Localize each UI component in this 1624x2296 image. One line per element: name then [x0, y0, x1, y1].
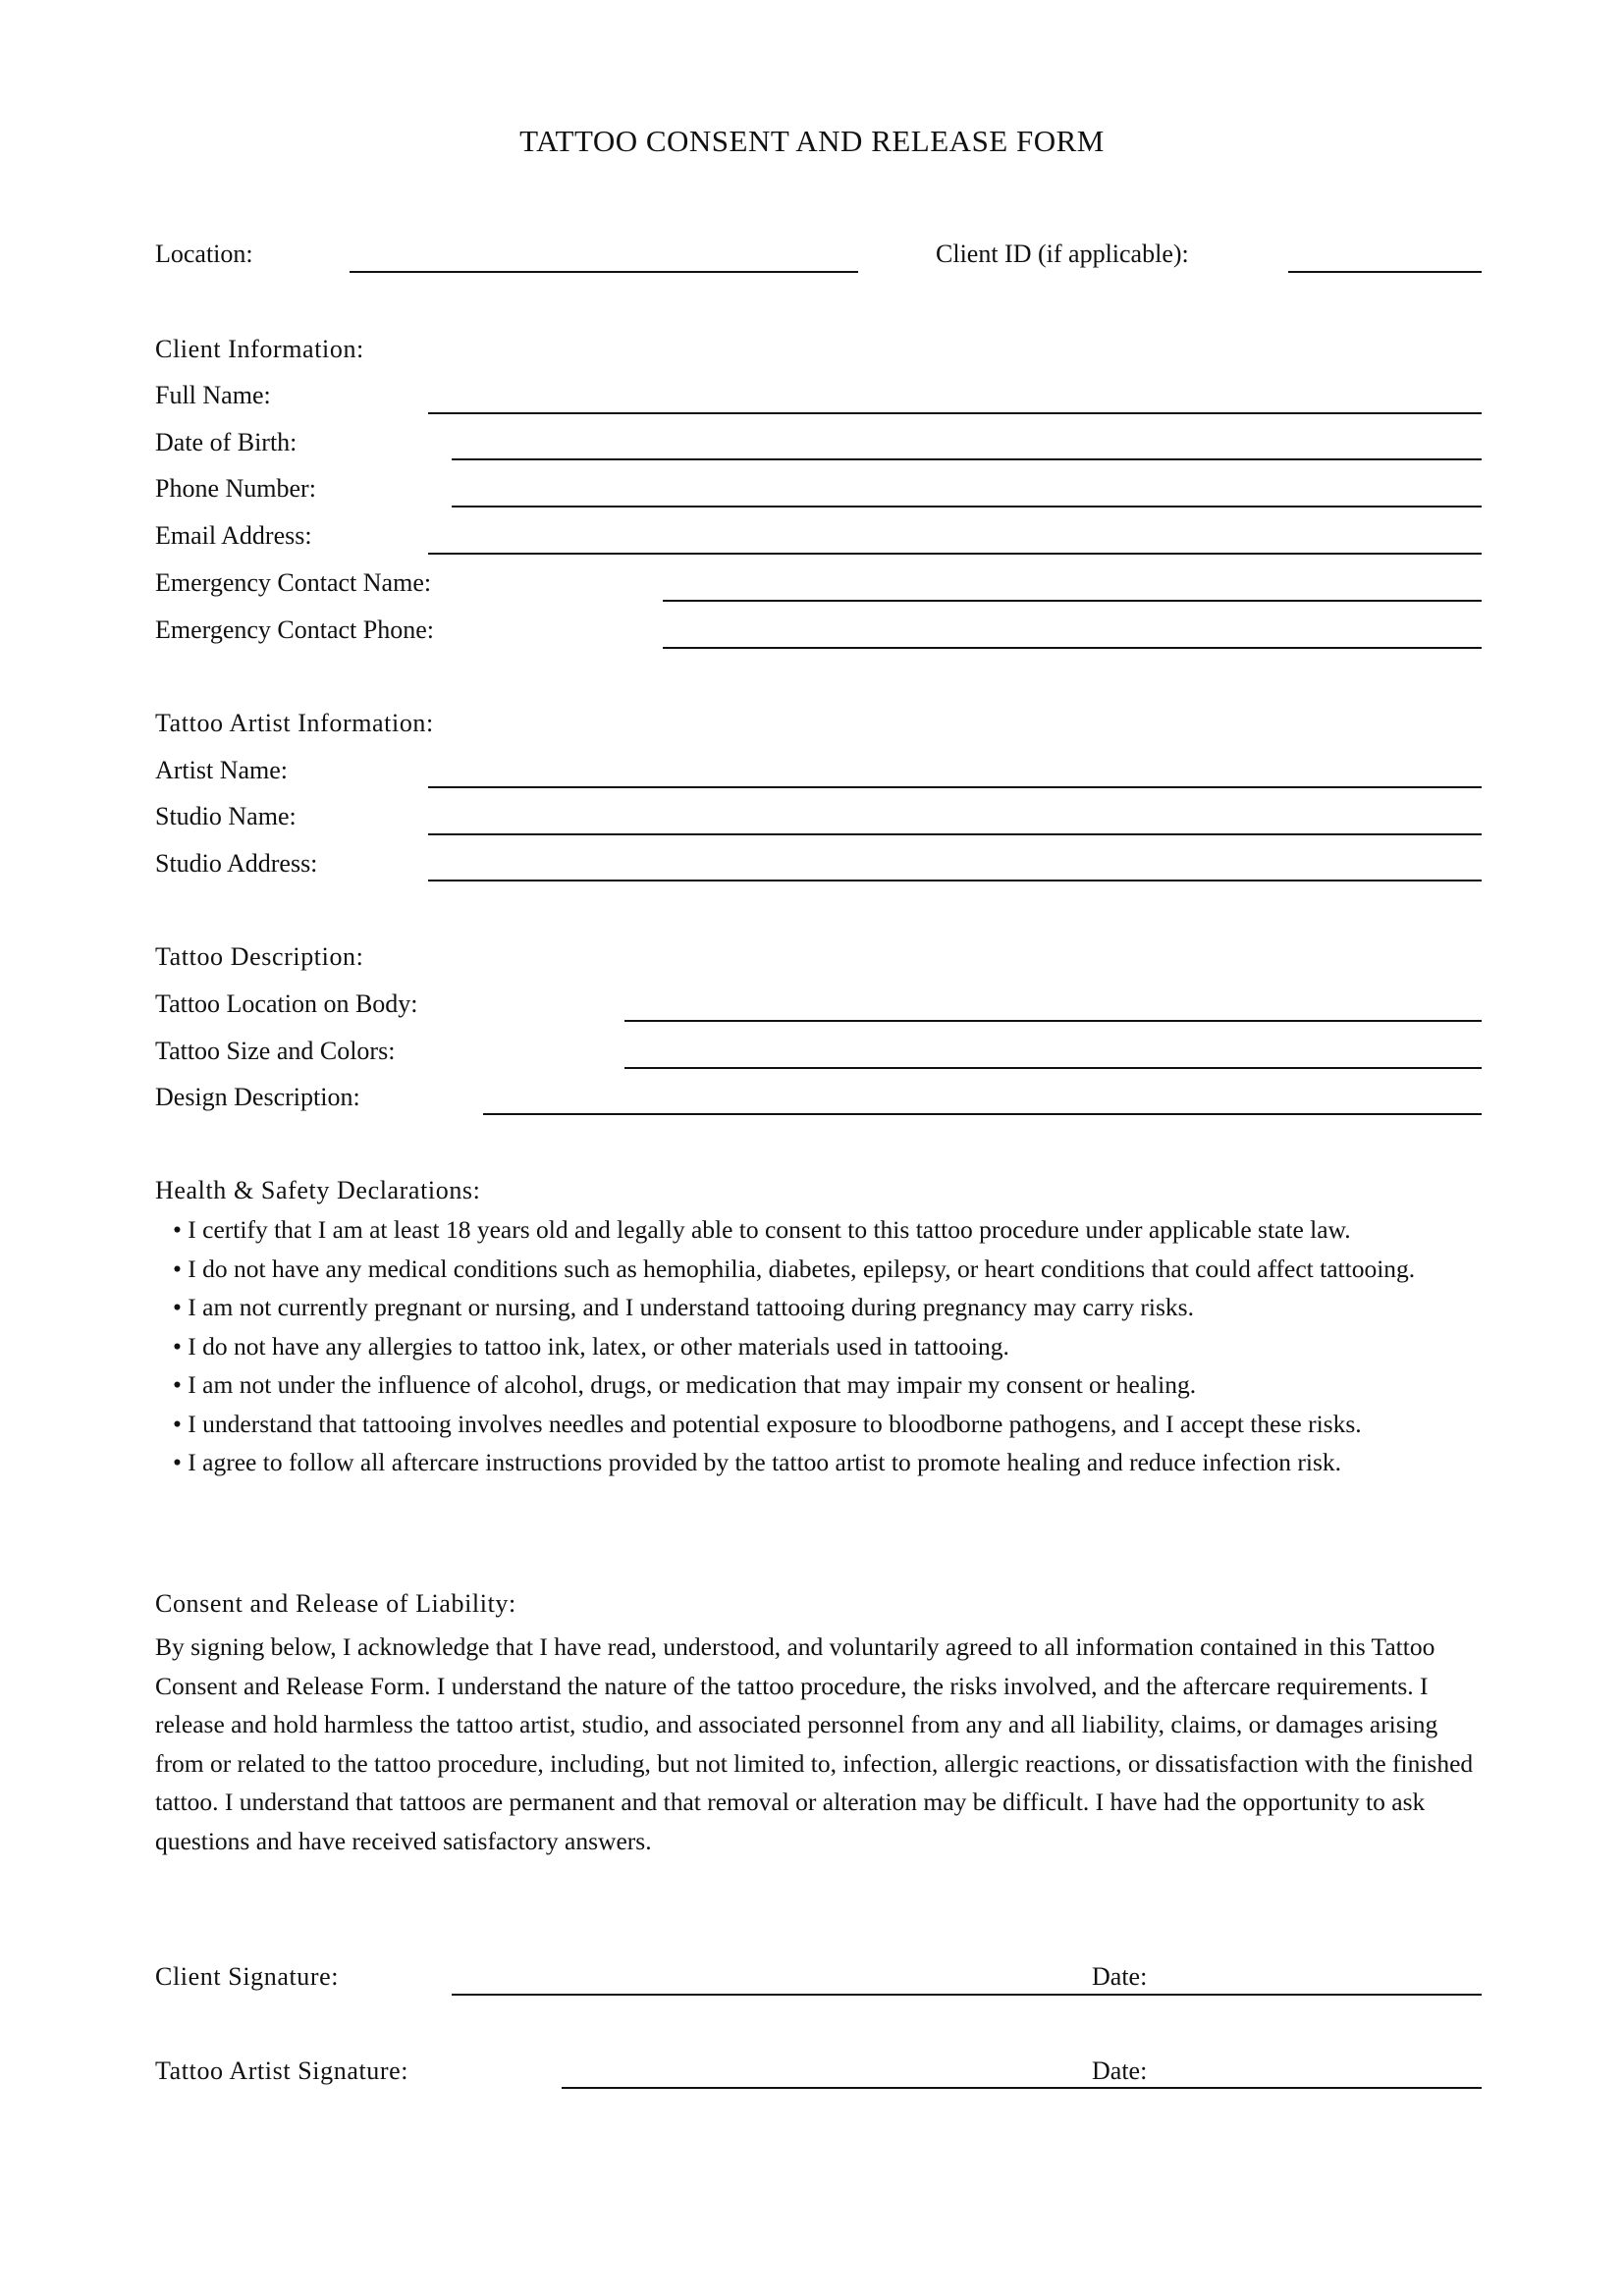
health-item: • I do not have any allergies to tattoo ink, latex, or other materials used in tattooing.	[173, 1331, 1009, 1361]
client-signature-label: Client Signature:	[155, 1962, 340, 1991]
studio-name-label: Studio Name:	[155, 802, 297, 830]
tattoo-location-field[interactable]	[624, 1020, 1482, 1022]
phone-label: Phone Number:	[155, 474, 316, 503]
client-signature-field[interactable]	[452, 1994, 1482, 1996]
health-item: • I agree to follow all aftercare instructions provided by the tattoo artist to promote healing and reduce infection risk.	[173, 1448, 1342, 1476]
artist-date-label: Date:	[1092, 2056, 1148, 2085]
client-id-field[interactable]	[1288, 271, 1482, 273]
full-name-label: Full Name:	[155, 381, 271, 409]
emergency-phone-label: Emergency Contact Phone:	[155, 615, 435, 644]
artist-info-heading: Tattoo Artist Information:	[155, 709, 434, 737]
dob-label: Date of Birth:	[155, 428, 298, 456]
phone-field[interactable]	[452, 506, 1482, 507]
studio-address-label: Studio Address:	[155, 849, 318, 878]
location-field[interactable]	[350, 271, 858, 273]
consent-heading: Consent and Release of Liability:	[155, 1589, 516, 1618]
artist-name-label: Artist Name:	[155, 756, 289, 784]
health-heading: Health & Safety Declarations:	[155, 1176, 481, 1204]
client-info-heading: Client Information:	[155, 335, 364, 363]
design-desc-label: Design Description:	[155, 1083, 360, 1111]
studio-name-field[interactable]	[428, 833, 1482, 835]
health-item: • I do not have any medical conditions such as hemophilia, diabetes, epilepsy, or heart conditions that could affect tattooing.	[173, 1254, 1416, 1283]
tattoo-desc-heading: Tattoo Description:	[155, 942, 364, 971]
emergency-phone-field[interactable]	[663, 647, 1482, 649]
tattoo-size-field[interactable]	[624, 1067, 1482, 1069]
full-name-field[interactable]	[428, 412, 1482, 414]
email-label: Email Address:	[155, 521, 312, 550]
studio-address-field[interactable]	[428, 880, 1482, 881]
health-item: • I am not currently pregnant or nursing, and I understand tattooing during pregnancy may carry risks.	[173, 1293, 1194, 1321]
design-desc-field[interactable]	[483, 1113, 1482, 1115]
artist-signature-label: Tattoo Artist Signature:	[155, 2056, 409, 2085]
emergency-name-label: Emergency Contact Name:	[155, 568, 432, 597]
health-item: • I am not under the influence of alcohol, drugs, or medication that may impair my consent or healing.	[173, 1370, 1197, 1399]
client-id-label: Client ID (if applicable):	[936, 240, 1189, 268]
health-item: • I understand that tattooing involves needles and potential exposure to bloodborne pathogens, and I accept these risks.	[173, 1409, 1362, 1438]
health-item: • I certify that I am at least 18 years old and legally able to consent to this tattoo procedure under applicable state law.	[173, 1215, 1351, 1244]
location-label: Location:	[155, 240, 253, 268]
health-declarations-list	[173, 1215, 1415, 1487]
tattoo-location-label: Tattoo Location on Body:	[155, 989, 418, 1018]
emergency-name-field[interactable]	[663, 600, 1482, 602]
consent-paragraph: By signing below, I acknowledge that I have read, understood, and voluntarily agreed to all information contained in this Tattoo Consent and Release Form. I understand the nature of the tattoo procedure, the risks involved, and the aftercare requirements. I release and hold harmless the tattoo artist, studio, and associated personnel from any and all liability, claims, or damages arising from or related to the tattoo procedure, including, but not limited to, infection, allergic reactions, or dissatisfaction with the finished tattoo. I understand that tattoos are permanent and that removal or alteration may be difficult. I have had the opportunity to ask questions and have received satisfactory answers.	[155, 1632, 1474, 1855]
form-title: TATTOO CONSENT AND RELEASE FORM	[519, 124, 1105, 158]
artist-name-field[interactable]	[428, 786, 1482, 788]
client-date-label: Date:	[1092, 1962, 1148, 1991]
email-field[interactable]	[428, 553, 1482, 555]
dob-field[interactable]	[452, 458, 1482, 460]
tattoo-size-label: Tattoo Size and Colors:	[155, 1037, 396, 1065]
artist-signature-field[interactable]	[562, 2087, 1482, 2089]
